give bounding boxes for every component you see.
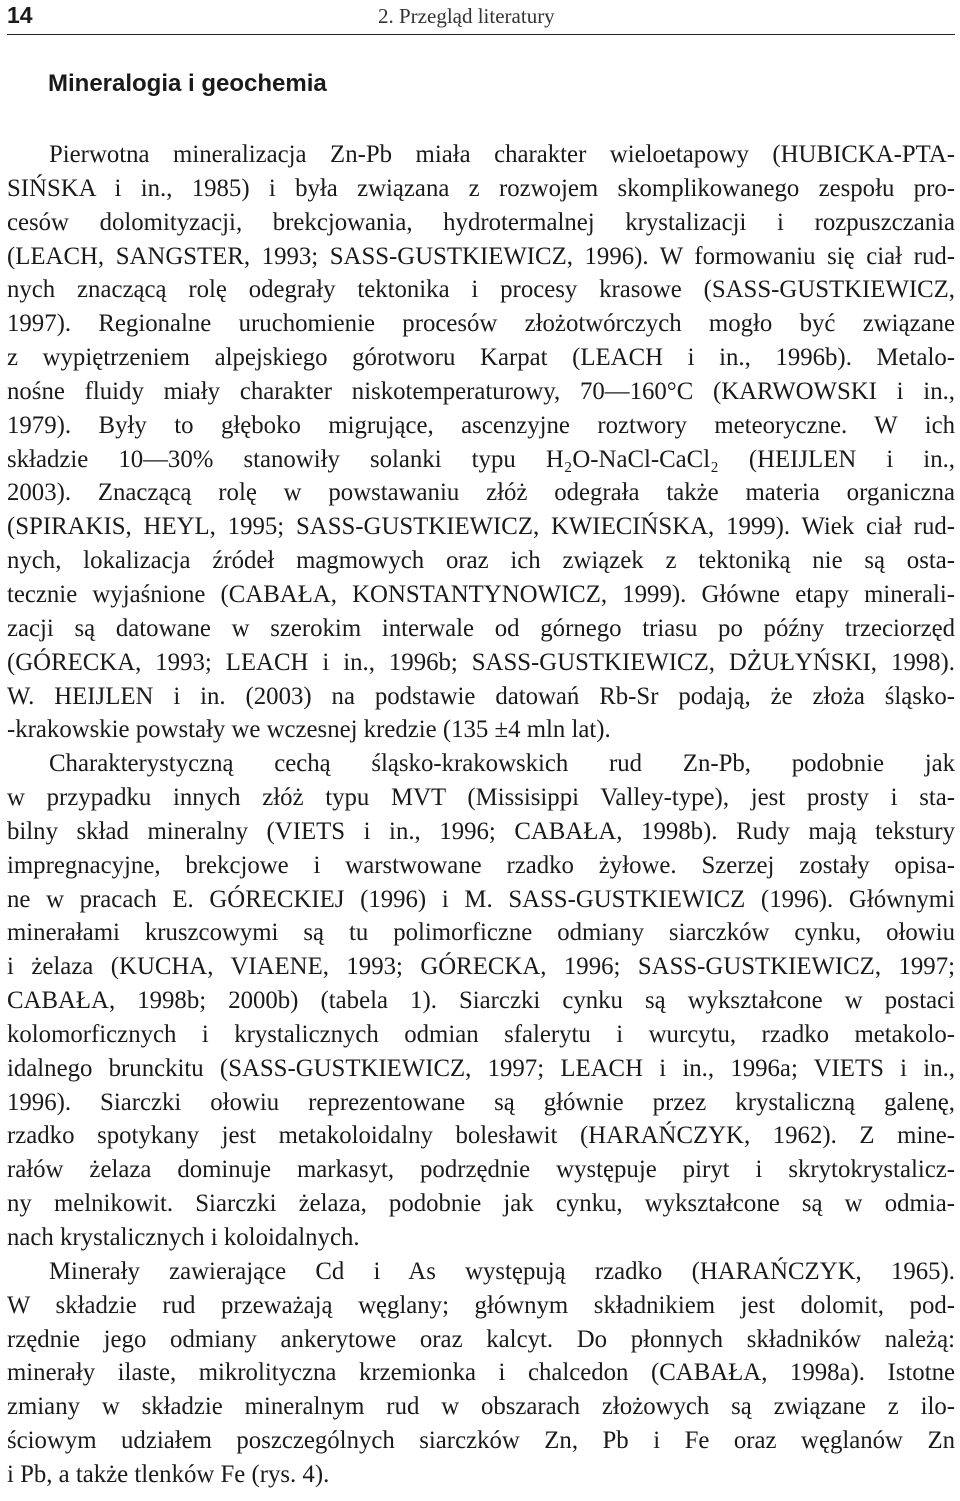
text-line: nych, lokalizacja źródeł magmowych oraz ich związek z tektoniką nie są osta- [7,547,955,575]
text-line: nach krystalicznych i koloidalnych. [7,1224,360,1251]
text-line: 2003). Znaczącą rolę w powstawaniu złóż odegrała także materia organiczna [7,479,955,507]
section-title: Mineralogia i geochemia [48,70,327,97]
text-line: W. HEIJLEN i in. (2003) na podstawie datowań Rb-Sr podają, że złoża śląsko- [7,682,955,710]
page-header [7,0,955,35]
text-line: (GÓRECKA, 1993; LEACH i in., 1996b; SASS-GUSTKIEWICZ, DŻUŁYŃSKI, 1998). [7,648,955,676]
text-line: minerały ilaste, mikrolityczna krzemionka i chalcedon (CABAŁA, 1998a). Istotne [7,1359,955,1387]
text-line: (LEACH, SANGSTER, 1993; SASS-GUSTKIEWICZ, 1996). W formowaniu się ciał rud- [7,242,955,270]
text-line: idalnego brunckitu (SASS-GUSTKIEWICZ, 1997; LEACH i in., 1996a; VIETS i in., [7,1054,955,1082]
text-line: zacji są datowane w szerokim interwale od górnego triasu po późny trzeciorzęd [7,614,955,642]
text-line: -krakowskie powstały we wczesnej kredzie (135 ±4 mln lat). [7,716,611,744]
paragraph-3 [7,1255,955,1492]
paragraph-1 [7,138,955,747]
text-line: CABAŁA, 1998b; 2000b) (tabela 1). Siarczki cynku są wykształcone w postaci [7,987,955,1015]
text-line: i Pb, a także tlenków Fe (rys. 4). [7,1460,330,1488]
text-line: (SPIRAKIS, HEYL, 1995; SASS-GUSTKIEWICZ, KWIECIŃSKA, 1999). Wiek ciał rud- [7,513,955,541]
text-line: cesów dolomityzacji, brekcjowania, hydrotermalnej krystalizacji i rozpuszczania [7,208,955,236]
text-line: 1979). Były to głęboko migrujące, ascenzyjne roztwory meteoryczne. W ich [7,411,955,439]
body-text [7,138,955,1492]
text-line: składzie 10—30% stanowiły solanki typu H₂O-NaCl-CaCl₂ (HEIJLEN i in., [7,445,955,473]
text-line: impregnacyjne, brekcjowe i warstwowane rzadko żyłowe. Szerzej zostały opisa- [7,851,955,879]
text-line: ny melnikowit. Siarczki żelaza, podobnie jak cynku, wykształcone są w odmia- [7,1190,955,1218]
text-line: Pierwotna mineralizacja Zn-Pb miała charakter wieloetapowy (HUBICKA-PTA- [49,141,955,168]
text-line: 1997). Regionalne uruchomienie procesów złożotwórczych mogło być związane [7,310,955,338]
text-line: tecznie wyjaśnione (CABAŁA, KONSTANTYNOWICZ, 1999). Główne etapy minerali- [7,580,955,608]
text-line: Charakterystyczną cechą śląsko-krakowskich rud Zn-Pb, podobnie jak [49,750,955,778]
text-line: rzadko spotykany jest metakoloidalny bolesławit (HARAŃCZYK, 1962). Z mine- [7,1122,955,1150]
text-line: i żelaza (KUCHA, VIAENE, 1993; GÓRECKA, 1996; SASS-GUSTKIEWICZ, 1997; [7,953,955,981]
text-line: ne w pracach E. GÓRECKIEJ (1996) i M. SASS-GUSTKIEWICZ (1996). Głównymi [7,885,955,913]
text-line: ściowym udziałem poszczególnych siarczków Zn, Pb i Fe oraz węglanów Zn [7,1427,955,1455]
text-line: nych znaczącą rolę odegrały tektonika i procesy krasowe (SASS-GUSTKIEWICZ, [7,276,955,304]
text-line: rałów żelaza dominuje markasyt, podrzędnie występuje piryt i skrytokrystalicz- [7,1156,955,1184]
text-line: nośne fluidy miały charakter niskotemperaturowy, 70—160°C (KARWOWSKI i in., [7,377,955,405]
text-line: minerałami kruszcowymi są tu polimorficzne odmiany siarczków cynku, ołowiu [7,919,955,947]
text-line: zmiany w składzie mineralnym rud w obszarach złożowych są związane z ilo- [7,1393,955,1421]
text-line: SIŃSKA i in., 1985) i była związana z rozwojem skomplikowanego zespołu pro- [7,174,955,202]
text-line: z wypiętrzeniem alpejskiego górotworu Karpat (LEACH i in., 1996b). Metalo- [7,344,955,372]
paragraph-2 [7,747,955,1255]
running-head: 2. Przegląd literatury [378,4,555,28]
text-line: rzędnie jego odmiany ankerytowe oraz kalcyt. Do płonnych składników należą: [7,1325,955,1353]
text-line: bilny skład mineralny (VIETS i in., 1996; CABAŁA, 1998b). Rudy mają tekstury [7,817,955,845]
text-line: kolomorficznych i krystalicznych odmian sfalerytu i wurcytu, rzadko metakolo- [7,1020,955,1048]
text-line: w przypadku innych złóż typu MVT (Missisippi Valley-type), jest prosty i sta- [7,784,955,812]
text-line: Minerały zawierające Cd i As występują rzadko (HARAŃCZYK, 1965). [49,1257,955,1285]
page-number: 14 [7,2,33,28]
text-line: 1996). Siarczki ołowiu reprezentowane są głównie przez krystaliczną galenę, [7,1088,955,1116]
text-line: W składzie rud przeważają węglany; głównym składnikiem jest dolomit, pod- [7,1291,955,1319]
